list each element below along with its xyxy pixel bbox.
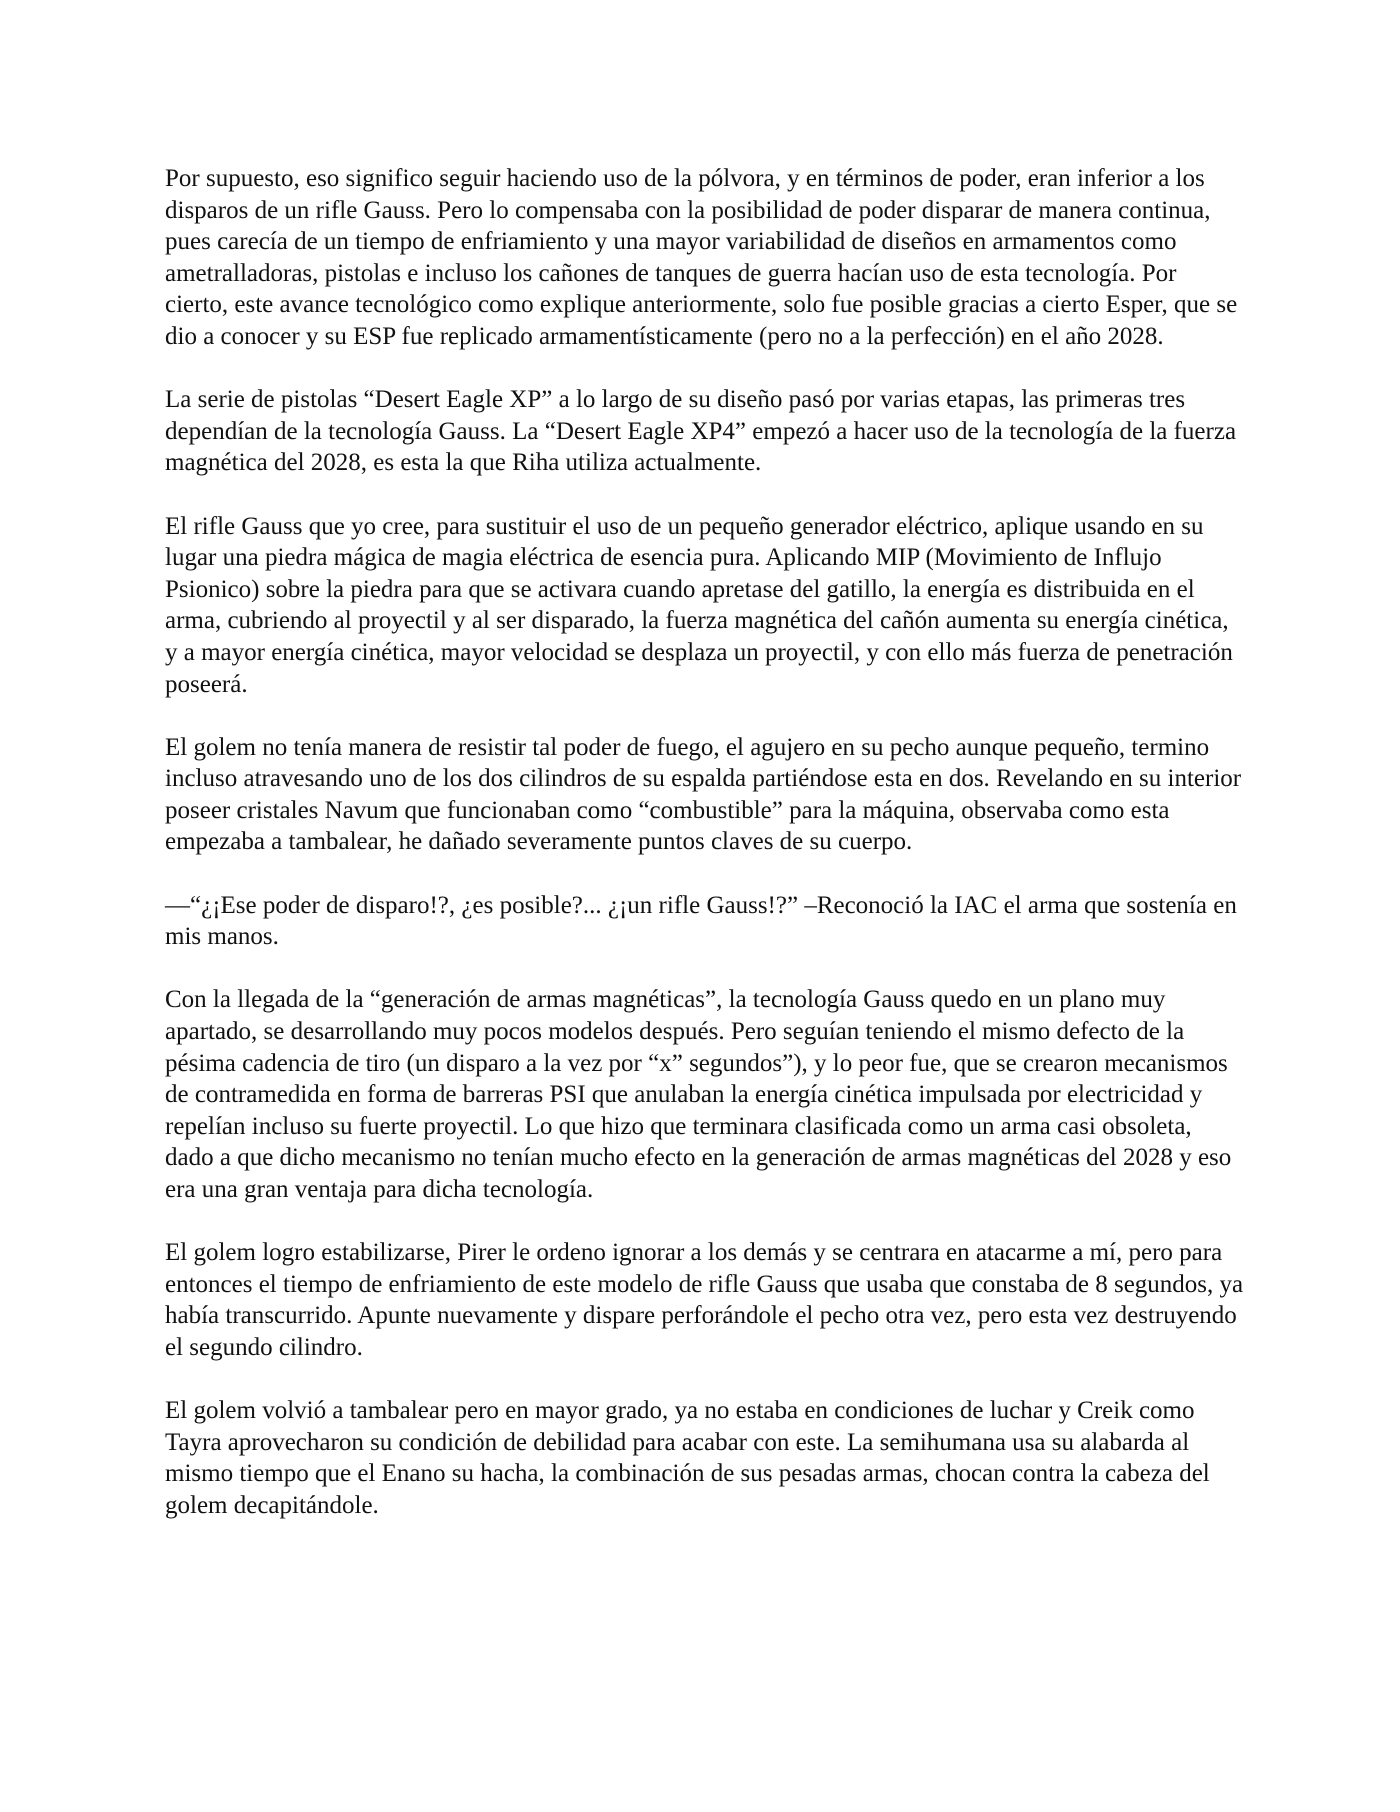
paragraph: El golem logro estabilizarse, Pirer le ordeno ignorar a los demás y se centrara en atacarme a mí, pero para entonces el tiempo de enfriamiento de este modelo de rifle Gauss que usaba que constaba de 8 segundos, ya había transcurrido. Apunte nuevamente y dispare perforándole el pecho otra vez, pero esta vez destruyendo el segundo cilindro. <box>165 1239 1244 1361</box>
paragraph: El rifle Gauss que yo cree, para sustituir el uso de un pequeño generador eléctrico, aplique usando en su lugar una piedra mágica de magia eléctrica de esencia pura. Aplicando MIP (Movimiento de Influjo Psionico) sobre la piedra para que se activara cuando apretase del gatillo, la energía es distribuida en el arma, cubriendo al proyectil y al ser disparado, la fuerza magnética del cañón aumenta su energía cinética, y a mayor energía cinética, mayor velocidad se desplaza un proyectil, y con ello más fuerza de penetración poseerá. <box>165 512 1233 698</box>
dialogue-paragraph: —“¿¡Ese poder de disparo!?, ¿es posible?... ¿¡un rifle Gauss!?” –Reconoció la IAC el arma que sostenía en mis manos. <box>165 891 1237 951</box>
paragraph: Con la llegada de la “generación de armas magnéticas”, la tecnología Gauss quedo en un plano muy apartado, se desarrollando muy pocos modelos después. Pero seguían teniendo el mismo defecto de la pésima cadencia de tiro (un disparo a la vez por “x” segundos”), y lo peor fue, que se crearon mecanismos de contramedida en forma de barreras PSI que anulaban la energía cinética impulsada por electricidad y repelían incluso su fuerte proyectil. Lo que hizo que terminara clasificada como un arma casi obsoleta, dado a que dicho mecanismo no tenían mucho efecto en la generación de armas magnéticas del 2028 y eso era una gran ventaja para dicha tecnología. <box>165 986 1232 1203</box>
paragraph: Por supuesto, eso significo seguir haciendo uso de la pólvora, y en términos de poder, eran inferior a los disparos de un rifle Gauss. Pero lo compensaba con la posibilidad de poder disparar de manera continua, pues carecía de un tiempo de enfriamiento y una mayor variabilidad de diseños en armamentos como ametralladoras, pistolas e incluso los cañones de tanques de guerra hacían uso de esta tecnología. Por cierto, este avance tecnológico como explique anteriormente, solo fue posible gracias a cierto Esper, que se dio a conocer y su ESP fue replicado armamentísticamente (pero no a la perfección) en el año 2028. <box>165 165 1238 350</box>
paragraph: La serie de pistolas “Desert Eagle XP” a lo largo de su diseño pasó por varias etapas, las primeras tres dependían de la tecnología Gauss. La “Desert Eagle XP4” empezó a hacer uso de la tecnología de la fuerza magnética del 2028, es esta la que Riha utiliza actualmente. <box>165 386 1237 477</box>
document-body <box>165 163 1245 1522</box>
paragraph: El golem no tenía manera de resistir tal poder de fuego, el agujero en su pecho aunque pequeño, termino incluso atravesando uno de los dos cilindros de su espalda partiéndose esta en dos. Revelando en su interior poseer cristales Navum que funcionaban como “combustible” para la máquina, observaba como esta empezaba a tambalear, he dañado severamente puntos claves de su cuerpo. <box>165 733 1242 856</box>
paragraph: El golem volvió a tambalear pero en mayor grado, ya no estaba en condiciones de luchar y Creik como Tayra aprovecharon su condición de debilidad para acabar con este. La semihumana usa su alabarda al mismo tiempo que el Enano su hacha, la combinación de sus pesadas armas, chocan contra la cabeza del golem decapitándole. <box>165 1397 1210 1519</box>
